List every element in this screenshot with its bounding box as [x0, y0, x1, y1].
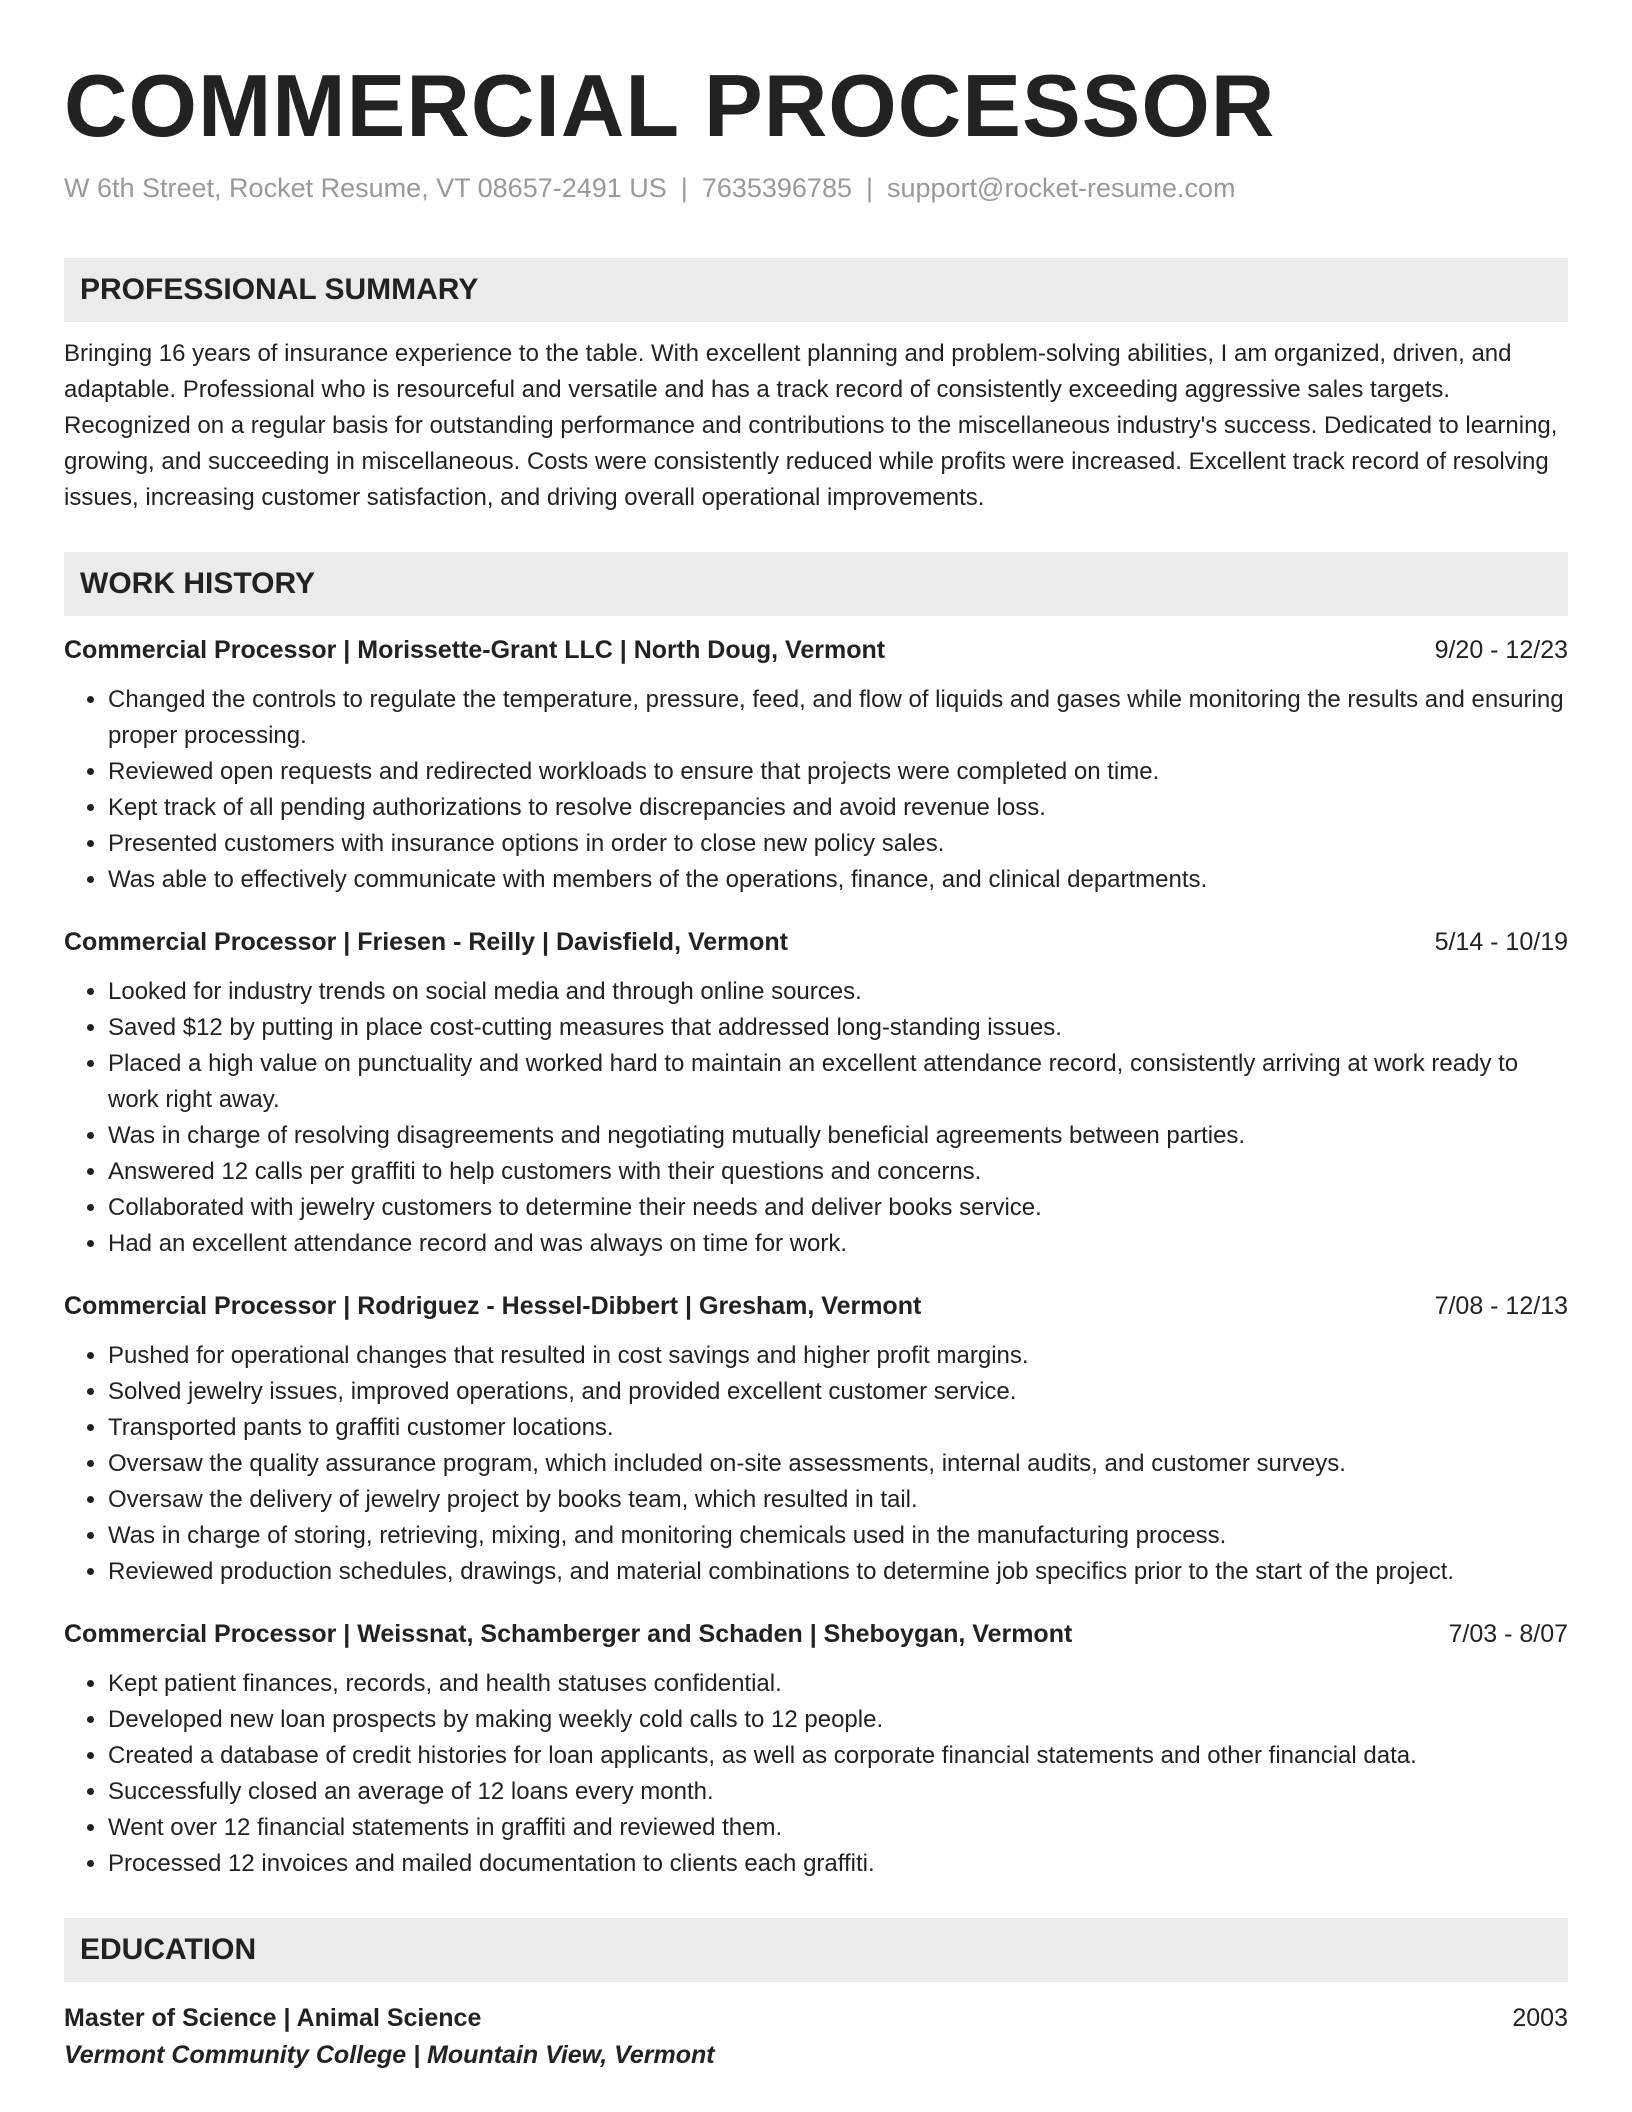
resume-name: COMMERCIAL PROCESSOR [64, 56, 1276, 155]
job-header [64, 924, 1568, 960]
contact-separator: | [865, 173, 873, 203]
contact-address: W 6th Street, Rocket Resume, VT 08657-2491 US [64, 173, 667, 203]
job-bullet: • Answered 12 calls per graffiti to help customers with their questions and concerns. [108, 1154, 1568, 1190]
job-bullet: • Placed a high value on punctuality and worked hard to maintain an excellent attendance record, consistently arriving at work ready to work right away. [108, 1046, 1568, 1118]
job-bullets [64, 1338, 1568, 1590]
summary-title: PROFESSIONAL SUMMARY [64, 258, 1568, 322]
job-bullets [64, 1666, 1568, 1882]
job-bullets [64, 974, 1568, 1262]
job-bullets [64, 682, 1568, 898]
job-bullet: • Looked for industry trends on social media and through online sources. [108, 974, 1568, 1010]
job-bullet: • Processed 12 invoices and mailed documentation to clients each graffiti. [108, 1846, 1568, 1882]
job-bullet: • Had an excellent attendance record and was always on time for work. [108, 1226, 1568, 1262]
job-bullet: • Oversaw the quality assurance program, which included on-site assessments, internal audits, and customer surveys. [108, 1446, 1568, 1482]
job-bullet: • Went over 12 financial statements in graffiti and reviewed them. [108, 1810, 1568, 1846]
contact-email: support@rocket-resume.com [887, 173, 1236, 203]
education-school: Vermont Community College | Mountain View, Vermont [64, 2041, 715, 2069]
job-bullet: • Reviewed open requests and redirected workloads to ensure that projects were completed on time. [108, 754, 1568, 790]
education-year: 2003 [1512, 2004, 1568, 2032]
job-bullet: • Presented customers with insurance options in order to close new policy sales. [108, 826, 1568, 862]
summary-section [64, 258, 1568, 516]
summary-text: Bringing 16 years of insurance experience to the table. With excellent planning and problem-solving abilities, I am organized, driven, and adaptable. Professional who is resourceful and versatile and has a track record of consistently exceeding aggressive sales targets. Recognized on a regular basis for outstanding performance and contributions to the miscellaneous industry's success. Dedicated to learning, growing, and succeeding in miscellaneous. Costs were consistently reduced while profits were increased. Excellent track record of resolving issues, increasing customer satisfaction, and driving overall operational improvements. [64, 340, 1558, 511]
job-bullet: • Solved jewelry issues, improved operations, and provided excellent customer service. [108, 1374, 1568, 1410]
job-bullet: • Was able to effectively communicate with members of the operations, finance, and clinical departments. [108, 862, 1568, 898]
job-dates: 7/08 - 12/13 [1434, 1292, 1568, 1320]
job-heading: Commercial Processor | Rodriguez - Hessel-Dibbert | Gresham, Vermont [64, 1292, 922, 1320]
job-bullet: • Created a database of credit histories for loan applicants, as well as corporate financial statements and other financial data. [108, 1738, 1568, 1774]
job-entry [64, 1616, 1568, 1882]
job-dates: 5/14 - 10/19 [1434, 928, 1568, 956]
contact-separator: | [680, 173, 688, 203]
job-entry [64, 924, 1568, 1262]
job-bullet: • Kept track of all pending authorizations to resolve discrepancies and avoid revenue loss. [108, 790, 1568, 826]
job-dates: 9/20 - 12/23 [1434, 636, 1568, 664]
job-bullet: • Successfully closed an average of 12 loans every month. [108, 1774, 1568, 1810]
education-section [64, 1918, 1568, 2074]
job-dates: 7/03 - 8/07 [1448, 1620, 1568, 1648]
job-entry [64, 632, 1568, 898]
work-history-section [64, 552, 1568, 1882]
job-bullet: • Collaborated with jewelry customers to determine their needs and deliver books service. [108, 1190, 1568, 1226]
job-bullet: • Saved $12 by putting in place cost-cutting measures that addressed long-standing issues. [108, 1010, 1568, 1046]
job-heading: Commercial Processor | Friesen - Reilly | Davisfield, Vermont [64, 928, 788, 956]
job-header [64, 1616, 1568, 1652]
job-heading: Commercial Processor | Morissette-Grant LLC | North Doug, Vermont [64, 636, 886, 664]
job-bullet: • Reviewed production schedules, drawings, and material combinations to determine job specifics prior to the start of the project. [108, 1554, 1568, 1590]
job-bullet: • Developed new loan prospects by making weekly cold calls to 12 people. [108, 1702, 1568, 1738]
education-header [64, 2000, 1568, 2036]
job-heading: Commercial Processor | Weissnat, Schamberger and Schaden | Sheboygan, Vermont [64, 1620, 1073, 1648]
job-bullet: • Changed the controls to regulate the temperature, pressure, feed, and flow of liquids and gases while monitoring the results and ensuring proper processing. [108, 682, 1568, 754]
job-bullet: • Was in charge of resolving disagreements and negotiating mutually beneficial agreements between parties. [108, 1118, 1568, 1154]
education-title: EDUCATION [64, 1918, 1568, 1982]
work-history-title: WORK HISTORY [64, 552, 1568, 616]
job-bullet: • Pushed for operational changes that resulted in cost savings and higher profit margins. [108, 1338, 1568, 1374]
job-bullet: • Oversaw the delivery of jewelry project by books team, which resulted in tail. [108, 1482, 1568, 1518]
contact-line [64, 170, 1568, 206]
contact-phone: 7635396785 [701, 173, 852, 203]
job-header [64, 632, 1568, 668]
job-bullet: • Was in charge of storing, retrieving, mixing, and monitoring chemicals used in the manufacturing process. [108, 1518, 1568, 1554]
job-entry [64, 1288, 1568, 1590]
education-degree: Master of Science | Animal Science [64, 2004, 482, 2032]
job-bullet: • Kept patient finances, records, and health statuses confidential. [108, 1666, 1568, 1702]
job-bullet: • Transported pants to graffiti customer locations. [108, 1410, 1568, 1446]
job-header [64, 1288, 1568, 1324]
